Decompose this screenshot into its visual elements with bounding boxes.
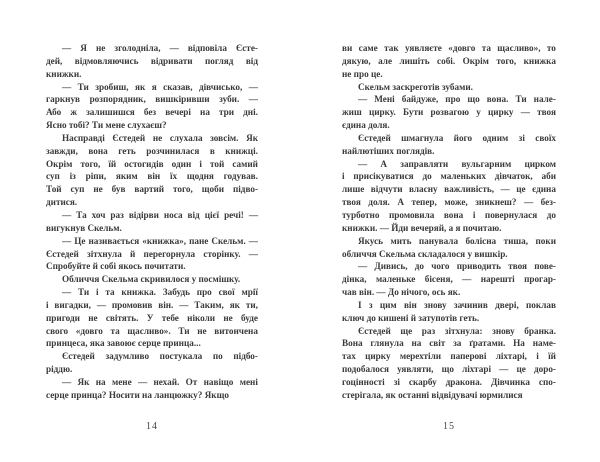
text-line: Єстедей задумливо постукала по підбо- xyxy=(62,351,258,362)
text-line: дей, відмовляючись відривати погляд від xyxy=(46,55,258,66)
text-line: ключ до кишені й затупотів геть. xyxy=(342,312,480,323)
left-page-number: 14 xyxy=(146,421,158,432)
paragraph xyxy=(342,42,556,81)
text-line: обличчя Скельма складалося у вишкір. xyxy=(342,248,508,259)
text-line: гоцінності зі скарбу дракона. Дівчинка спо- xyxy=(342,376,556,387)
paragraph xyxy=(46,273,258,286)
text-line: ви саме так уявляєте «довго та щасливо», то xyxy=(342,43,556,53)
text-line: подобалося уявляти, що ліхтарі — це доро- xyxy=(342,364,556,375)
text-line: суп із ріпи, яким він їх щодня годував. xyxy=(46,171,258,182)
text-line: Обличчя Скельма скривилося у посмішку. xyxy=(62,274,241,285)
text-line: завжди, вона геть розчинилася в книжці. xyxy=(46,145,258,156)
text-line: — Мені байдуже, про що вона. Ти нале- xyxy=(358,94,556,105)
text-line: книжки. xyxy=(46,68,82,79)
text-line: серце принца? Носити на ланцюжку? Якщо xyxy=(46,389,229,400)
text-line: І з цим він знову зачинив двері, поклав xyxy=(358,299,556,310)
text-line: не про це. xyxy=(342,68,383,79)
text-line: твоя доля. А тепер, може, зникнеш? — без- xyxy=(342,197,556,208)
paragraph xyxy=(342,325,556,402)
paragraph xyxy=(46,81,258,132)
paragraph xyxy=(342,132,556,158)
text-line: Ясно тобі? Ти мене слухаєш? xyxy=(46,120,167,131)
text-line: — Я не зголодніла, — відповіла Єсте- xyxy=(62,43,258,53)
text-line: Єстедей ще раз зітхнула: знову бранка. xyxy=(358,325,556,336)
text-line: — Ти зробиш, як я сказав, дівчисько, — xyxy=(62,81,258,92)
text-line: стерігала, як останні відвідувачі юрмилися xyxy=(342,389,523,400)
text-line: вигукнув Скельм. xyxy=(46,222,122,233)
right-page-text-column xyxy=(342,42,556,402)
text-line: дінка, маленьке бісеня, — нарешті прогар- xyxy=(342,274,556,285)
paragraph xyxy=(342,81,556,94)
text-line: свого «довго та щасливо». Ти не витончена xyxy=(46,325,258,336)
text-line: — Дивись, до чого приводить твоя пове- xyxy=(358,261,556,272)
text-line: чав він. — До нічого, ось як. xyxy=(342,287,461,298)
text-line: дякую, але лишіть собі. Окрім того, книжка xyxy=(342,55,556,66)
text-line: Якусь мить панувала болісна тиша, поки xyxy=(358,235,556,246)
text-line: гаркнув розпорядник, вишкіривши зуби. — xyxy=(46,94,258,105)
text-line: Вона глянула на світ за ґратами. На наме- xyxy=(342,338,556,349)
text-line: книжки. — Йди вечеряй, а я почитаю. xyxy=(342,222,502,233)
text-line: — Як на мене — нехай. От навіщо мені xyxy=(62,376,258,387)
paragraph xyxy=(46,132,258,209)
text-line: найлютіших поглядів. xyxy=(342,145,435,156)
text-line: Окрім того, їй остогидів один і той самий xyxy=(46,158,258,169)
paragraph xyxy=(46,350,258,376)
text-line: — А заправляти вульгарним цирком xyxy=(358,158,556,169)
text-line: ріддю. xyxy=(46,364,73,375)
text-line: Той суп не був вартий того, щоби підво- xyxy=(46,184,258,195)
paragraph xyxy=(46,376,258,402)
text-line: пригоди не світять. У тебе ніколи не буде xyxy=(46,312,258,323)
text-line: — Та хоч раз відірви носа від цієї речі! — xyxy=(62,209,258,220)
paragraph xyxy=(46,209,258,235)
text-line: і вигадки, — промовив він. — Таким, як ти, xyxy=(46,299,258,310)
paragraph xyxy=(342,299,556,325)
right-page-number: 15 xyxy=(443,421,455,432)
text-line: і присікуватися до маленьких дівчаток, аби xyxy=(342,171,556,182)
paragraph xyxy=(342,93,556,132)
text-line: — Ти і та книжка. Забудь про свої мрії xyxy=(62,287,258,298)
text-line: Скельм заскреготів зубами. xyxy=(358,81,473,92)
text-line: Або ж залишишся без вечері на три дні. xyxy=(46,107,258,118)
text-line: турботно промовила вона і повернулася до xyxy=(342,209,556,220)
text-line: лише відчути власну важливість, — це єдина xyxy=(342,184,556,195)
paragraph xyxy=(46,286,258,350)
text-line: жиш цирку. Бути розвагою у цирку — твоя xyxy=(342,107,556,118)
text-line: Насправді Єстедей не слухала зовсім. Як xyxy=(62,132,258,143)
paragraph xyxy=(46,235,258,274)
paragraph xyxy=(46,42,258,81)
text-line: Єстедей зітхнула й перегорнула сторінку. — xyxy=(46,248,258,259)
text-line: Спробуйте й собі якось почитати. xyxy=(46,261,186,272)
text-line: принцеса, яка завоює серце принца... xyxy=(46,338,201,349)
paragraph xyxy=(342,158,556,235)
paragraph xyxy=(342,260,556,299)
text-line: тах цирку мерехтіли паперові ліхтарі, і їй xyxy=(342,351,556,362)
text-line: Єстедей шмагнула його одним зі своїх xyxy=(358,132,556,143)
text-line: — Це називається «книжка», пане Скельм. — xyxy=(62,235,258,246)
paragraph xyxy=(342,235,556,261)
text-line: єдина доля. xyxy=(342,120,390,131)
text-line: дитися. xyxy=(46,197,78,208)
left-page-text-column xyxy=(46,42,258,402)
